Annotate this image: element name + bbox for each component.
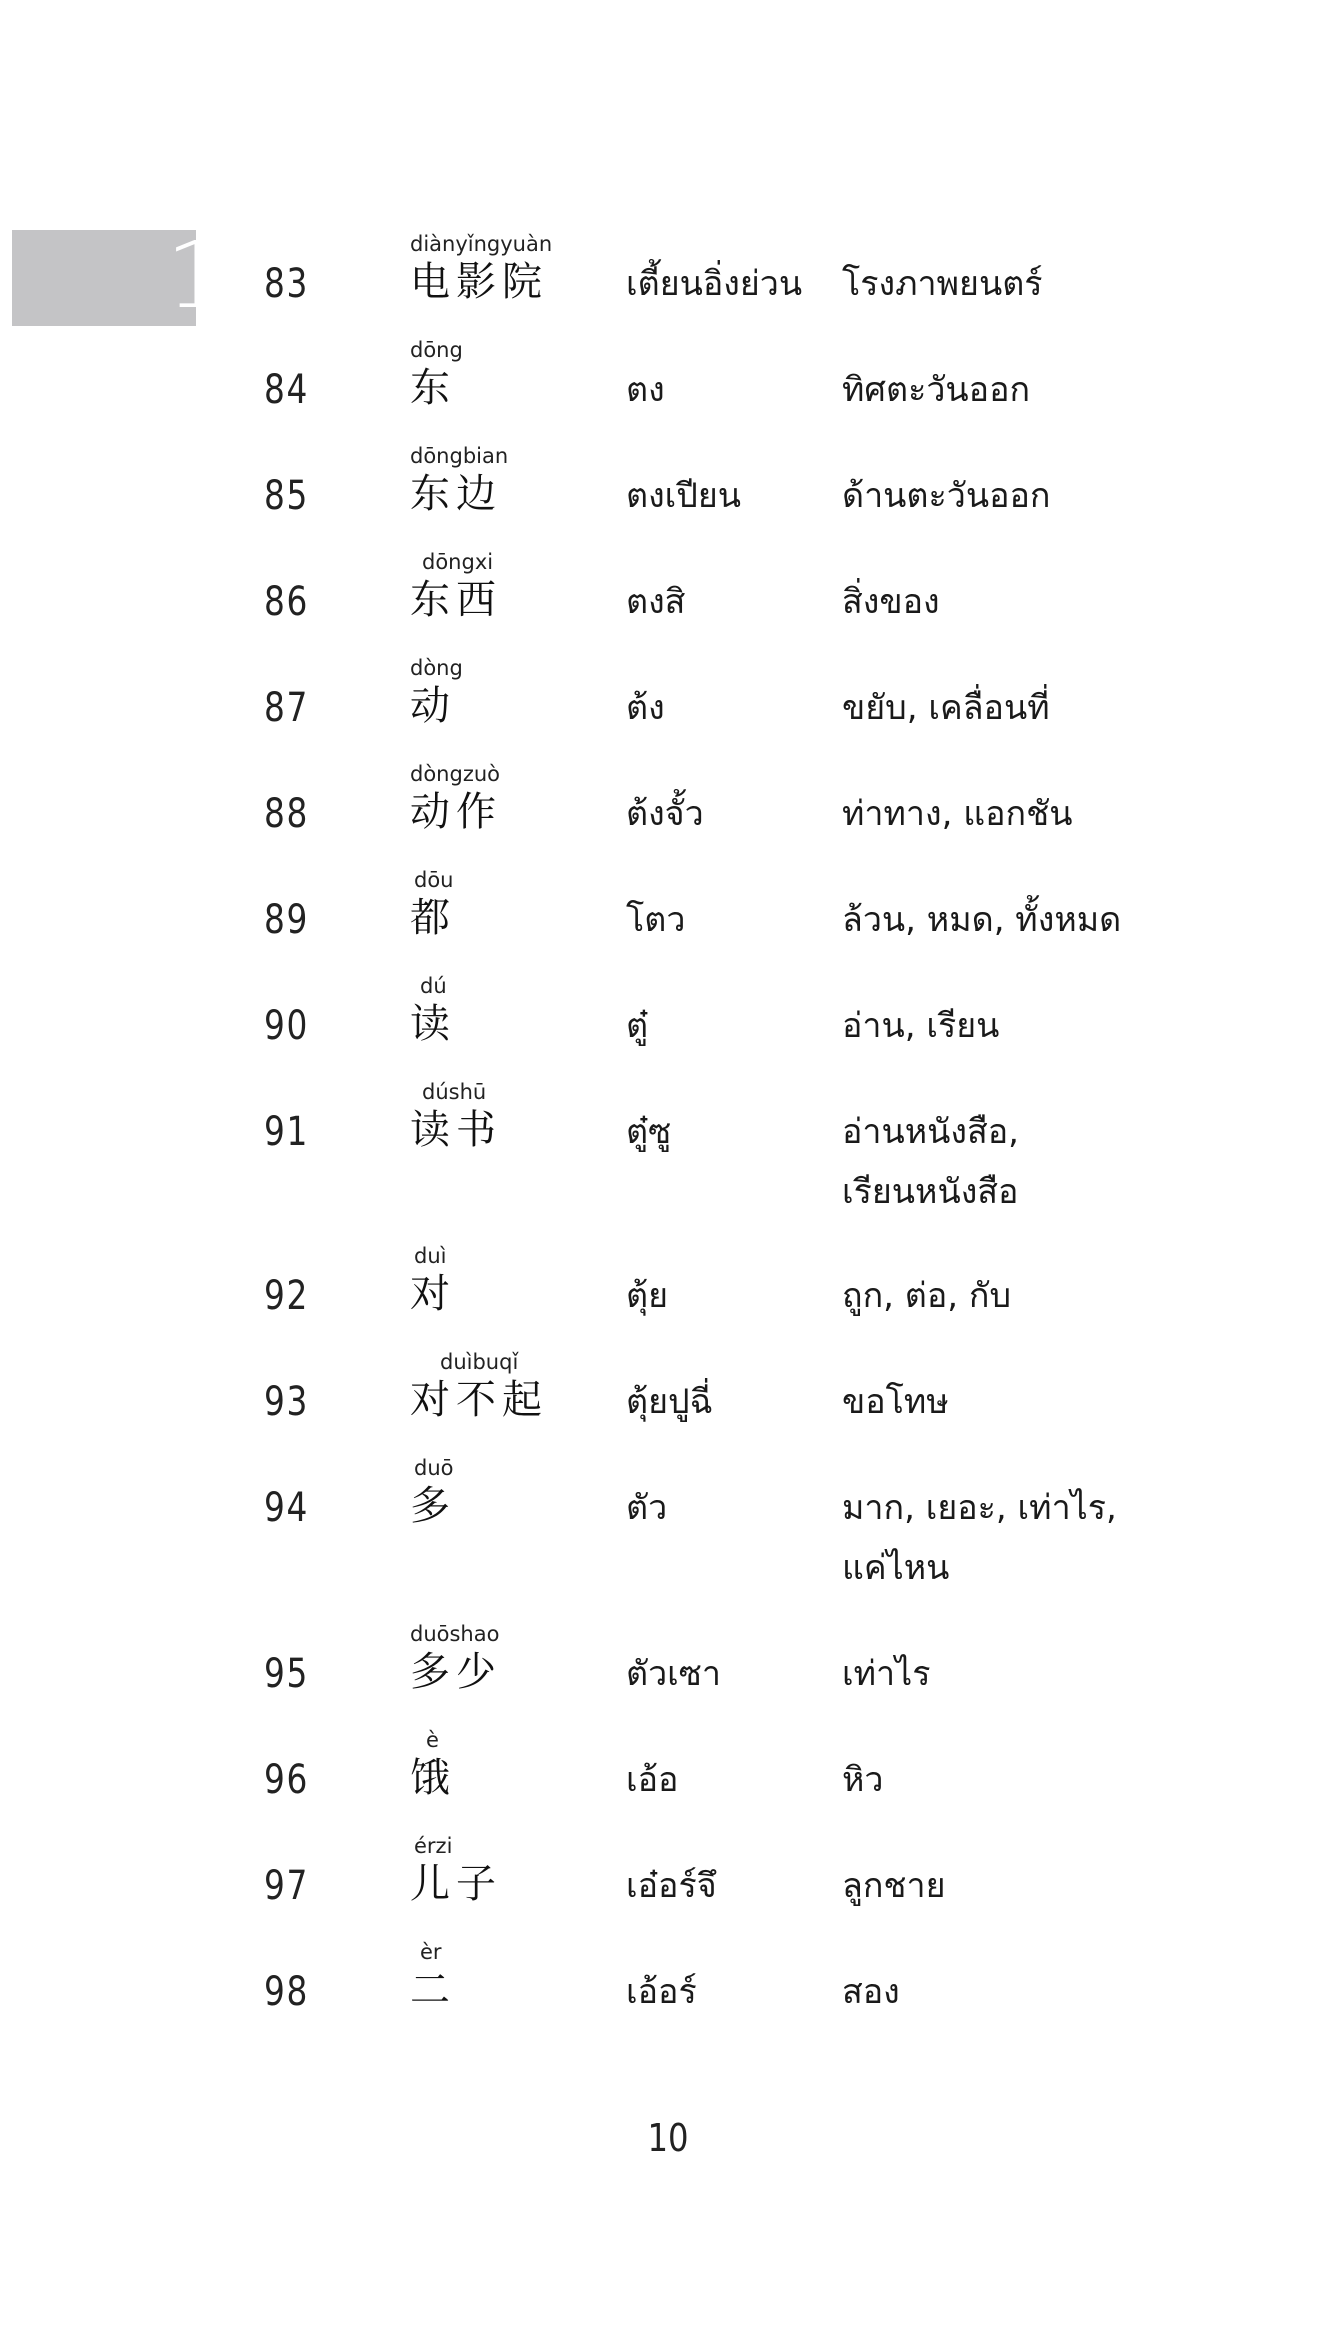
chapter-number: 1 [166,222,225,329]
entry-pinyin: dōu [414,868,454,892]
entry-pinyin: diànyǐngyuàn [410,232,553,256]
entry-pinyin: dúshū [422,1080,487,1104]
entry-number: 90 [264,1003,310,1049]
entry-thai-meaning: ทิศตะวันออก [842,370,1031,410]
entry-thai-reading: ต้ง [626,688,665,728]
entry-number: 83 [264,261,310,307]
entry-number: 87 [264,685,310,731]
entry-pinyin: duìbuqǐ [440,1350,519,1374]
entry-hanzi: 儿子 [410,1861,502,1907]
entry-thai-reading: ตัว [626,1488,668,1528]
entry-thai-reading: ตงเปียน [626,476,742,516]
entry-thai-reading: เอ๋อร์จึ [626,1866,717,1906]
entry-thai-meaning: ขยับ, เคลื่อนที่ [842,688,1050,728]
entry-thai-meaning: เท่าไร [842,1654,931,1694]
entry-number: 89 [264,897,310,943]
entry-thai-reading: ตุ้ย [626,1276,669,1316]
entry-hanzi: 动作 [410,789,502,835]
entry-thai-reading: ตง [626,370,665,410]
entry-pinyin: dōng [410,338,463,362]
entry-thai-reading: โตว [626,900,686,940]
entry-thai-reading: ตุ้ยปูฉี่ [626,1382,713,1422]
entry-thai-reading: ตงสิ [626,582,686,622]
page-number: 10 [647,2116,689,2160]
entry-thai-meaning: ท่าทาง, แอกชัน [842,794,1073,834]
entry-hanzi: 多少 [410,1649,502,1695]
entry-hanzi: 东 [410,365,456,411]
entry-number: 94 [264,1485,310,1531]
entry-number: 96 [264,1757,310,1803]
entry-thai-reading: ตู๋ [626,1006,649,1046]
entry-pinyin: duōshao [410,1622,500,1646]
entry-hanzi: 多 [410,1483,456,1529]
entry-hanzi: 饿 [410,1755,456,1801]
entry-number: 85 [264,473,310,519]
entry-thai-meaning: สิ่งของ [842,582,940,622]
entry-number: 93 [264,1379,310,1425]
entry-pinyin: dòng [410,656,463,680]
entry-number: 98 [264,1969,310,2015]
entry-thai-meaning: หิว [842,1760,884,1800]
entry-thai-meaning: โรงภาพยนตร์ [842,264,1043,304]
entry-hanzi: 对不起 [410,1377,548,1423]
entry-thai-reading: เตี้ยนอิ่งย่วน [626,264,803,304]
entry-hanzi: 东边 [410,471,502,517]
entry-hanzi: 电影院 [410,259,548,305]
entry-thai-meaning: ขอโทษ [842,1382,949,1422]
entry-number: 88 [264,791,310,837]
entry-hanzi: 读书 [410,1107,502,1153]
entry-number: 91 [264,1109,310,1155]
entry-number: 95 [264,1651,310,1697]
entry-pinyin: dú [420,974,447,998]
entry-hanzi: 都 [410,895,456,941]
entry-thai-meaning: ถูก, ต่อ, กับ [842,1276,1012,1316]
entry-number: 84 [264,367,310,413]
entry-thai-meaning: อ่าน, เรียน [842,1006,1000,1046]
entry-thai-meaning: สอง [842,1972,900,2012]
entry-number: 92 [264,1273,310,1319]
entry-thai-meaning: ล้วน, หมด, ทั้งหมด [842,900,1122,940]
entry-pinyin: duō [414,1456,454,1480]
entry-thai-reading: เอ้อ [626,1760,679,1800]
entry-hanzi: 动 [410,683,456,729]
entry-thai-meaning: ลูกชาย [842,1866,946,1906]
entry-thai-reading: ตัวเซา [626,1654,721,1694]
entry-pinyin: èr [420,1940,442,1964]
entry-pinyin: érzi [414,1834,453,1858]
entry-thai-reading: ตู๋ซู [626,1112,672,1152]
entry-thai-reading: เอ้อร์ [626,1972,697,2012]
entry-hanzi: 二 [410,1967,456,2013]
entry-hanzi: 东西 [410,577,502,623]
entry-thai-meaning: มาก, เยอะ, เท่าไร, [842,1488,1117,1528]
entry-number: 97 [264,1863,310,1909]
entry-thai-meaning: แค่ไหน [842,1548,950,1588]
entry-hanzi: 对 [410,1271,456,1317]
entry-number: 86 [264,579,310,625]
entry-thai-meaning: อ่านหนังสือ, [842,1112,1019,1152]
entry-pinyin: duì [414,1244,447,1268]
entry-pinyin: è [426,1728,439,1752]
entry-thai-meaning: ด้านตะวันออก [842,476,1051,516]
entry-thai-reading: ต้งจั้ว [626,794,704,834]
entry-pinyin: dōngxi [422,550,494,574]
entry-thai-meaning: เรียนหนังสือ [842,1172,1019,1212]
entry-hanzi: 读 [410,1001,456,1047]
entry-pinyin: dōngbian [410,444,509,468]
entry-pinyin: dòngzuò [410,762,500,786]
